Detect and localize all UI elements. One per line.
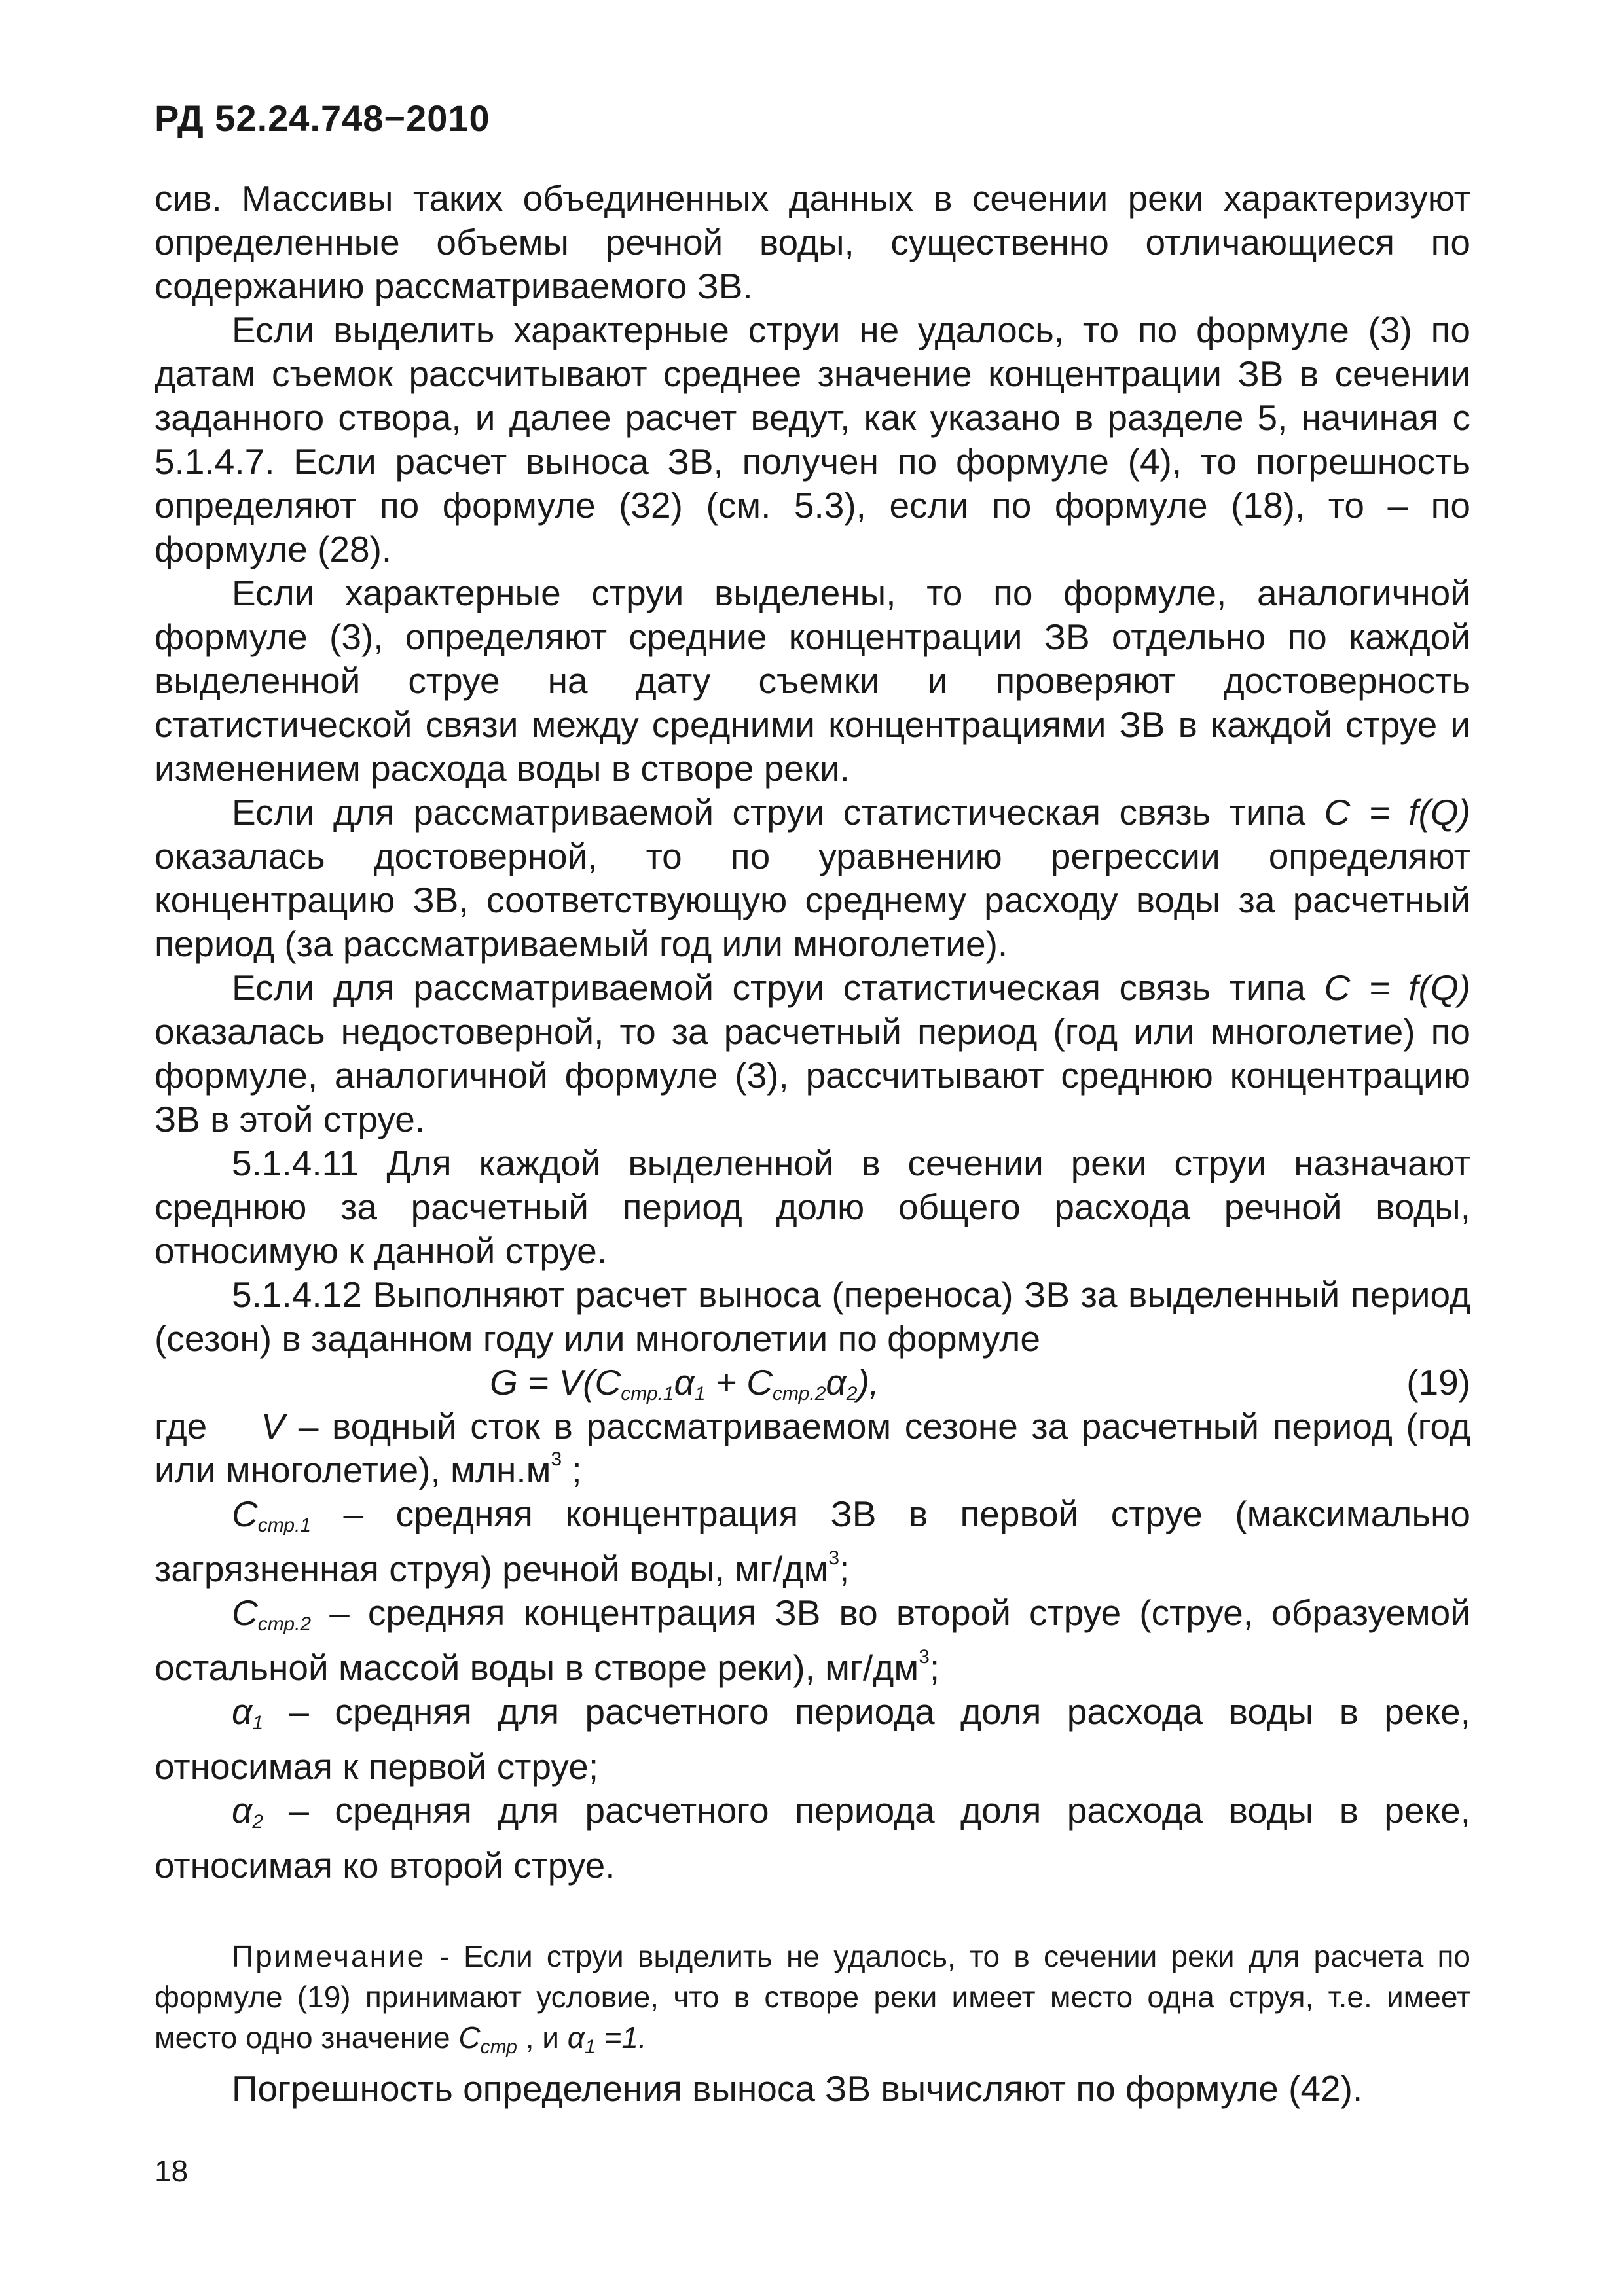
symbol: C: [232, 1494, 258, 1534]
definition-a2: [155, 1789, 1470, 1888]
definition-v: [155, 1405, 1470, 1492]
symbol-subscript: стр.1: [257, 1515, 312, 1536]
formula-subscript: 2: [846, 1383, 858, 1405]
note-text: , и: [517, 2020, 568, 2054]
formula-subscript: стр.2: [773, 1383, 826, 1405]
paragraph: [155, 966, 1470, 1141]
definition-text: – средняя концентрация ЗВ в первой струе (максимально загрязненная струя) речной воды, мг/дм: [155, 1494, 1470, 1589]
definition-text: ;: [839, 1549, 850, 1589]
exponent: 3: [919, 1646, 930, 1668]
paragraph: сив. Массивы таких объединенных данных в сечении реки характеризуют определенные объемы речной воды, существенно отличающиеся по содержанию рассматриваемого ЗВ.: [155, 178, 1470, 306]
text-run: Если для рассматриваемой струи статистическая связь типа: [232, 967, 1324, 1008]
symbol-subscript: стр: [480, 2036, 517, 2058]
note-indent: [155, 1939, 232, 1973]
document-code: РД 52.24.748−2010: [155, 98, 490, 139]
formula-part: ),: [857, 1362, 880, 1403]
inline-formula: C = f(Q): [1324, 792, 1470, 833]
definition-c2: [155, 1591, 1470, 1690]
page-number: 18: [155, 2154, 189, 2188]
formula-subscript: 1: [694, 1383, 706, 1405]
symbol: C: [232, 1592, 258, 1633]
definition-c1: [155, 1492, 1470, 1591]
symbol-subscript: стр.2: [257, 1613, 312, 1635]
definition-text: – водный сток в рассматриваемом сезоне за расчетный период (год или многолетие), млн.м: [155, 1406, 1471, 1490]
note-text: - Если струи выделить не удалось, то в сечении реки для расчета по формуле (19) принимают условие, что в створе реки имеет место одна струя, т.е. имеет место одно значение: [155, 1939, 1470, 2054]
error-formula-line: Погрешность определения выноса ЗВ вычисляют по формуле (42).: [232, 2068, 1363, 2109]
exponent: 3: [828, 1547, 840, 1569]
formula-part: α: [674, 1362, 695, 1403]
symbol: C: [458, 2020, 481, 2054]
symbol-subscript: 1: [252, 1712, 264, 1734]
definition-a1: [155, 1690, 1470, 1789]
formula-part: α: [826, 1362, 847, 1403]
paragraph: Если характерные струи выделены, то по формуле, аналогичной формуле (3), определяют средние концентрации ЗВ отдельно по каждой выделенной струе на дату съемки и проверяют достоверность статистической связи между средними концентрациями ЗВ в каждой струе и изменением расхода воды в створе реки.: [155, 573, 1470, 789]
text-run: оказалась достоверной, то по уравнению регрессии определяют концентрацию ЗВ, соответствующую среднему расходу воды за расчетный период (за рассматриваемый год или многолетие).: [155, 836, 1470, 964]
symbol: α: [232, 1790, 253, 1831]
note-block: [155, 1936, 1470, 2068]
formula: [490, 1361, 879, 1416]
text-run: оказалась недостоверной, то за расчетный период (год или многолетие) по формуле, аналогичной формуле (3), рассчитывают среднюю концентрацию ЗВ в этой струе.: [155, 1011, 1470, 1139]
paragraph: Если выделить характерные струи не удалось, то по формуле (3) по датам съемок рассчитывают среднее значение концентрации ЗВ в сечении заданного створа, и далее расчет ведут, как указано в разделе 5, начиная с 5.1.4.7. Если расчет выноса ЗВ, получен по формуле (4), то погрешность определяют по формуле (32) (см. 5.3), если по формуле (18), то – по формуле (28).: [155, 310, 1470, 569]
text-run: Если для рассматриваемой струи статистическая связь типа: [232, 792, 1324, 833]
where-label: где: [155, 1406, 208, 1446]
formula-part: G = V(C: [490, 1362, 621, 1403]
symbol: α: [567, 2020, 585, 2054]
symbol-subscript: 1: [585, 2036, 596, 2058]
symbol-subscript: 2: [252, 1811, 264, 1833]
definition-text: – средняя для расчетного периода доля расхода воды в реке, относимая к первой струе;: [155, 1691, 1470, 1787]
definition-text: ;: [562, 1450, 582, 1490]
exponent: 3: [551, 1448, 562, 1470]
paragraph: 5.1.4.11 Для каждой выделенной в сечении реки струи назначают среднюю за расчетный период долю общего расхода речной воды, относимую к данной струе.: [155, 1143, 1470, 1271]
formula-subscript: стр.1: [621, 1383, 674, 1405]
definition-text: – средняя для расчетного периода доля расхода воды в реке, относимая ко второй струе.: [155, 1790, 1470, 1886]
note-value: =1.: [595, 2020, 647, 2054]
note-label: Примечание: [232, 1939, 426, 1973]
formula-row: [155, 1361, 1470, 1405]
symbol: V: [261, 1406, 285, 1446]
paragraph: 5.1.4.12 Выполняют расчет выноса (переноса) ЗВ за выделенный период (сезон) в заданном году или многолетии по формуле: [155, 1274, 1470, 1359]
inline-formula: C = f(Q): [1324, 967, 1470, 1008]
symbol: α: [232, 1691, 253, 1732]
paragraph: [155, 791, 1470, 966]
formula-number: (19): [1406, 1362, 1470, 1403]
definition-text: – средняя концентрация ЗВ во второй струе (струе, образуемой остальной массой воды в створе реки), мг/дм: [155, 1592, 1470, 1688]
main-text: [155, 177, 1470, 1888]
definition-text: ;: [929, 1647, 940, 1688]
formula-part: + C: [705, 1362, 773, 1403]
